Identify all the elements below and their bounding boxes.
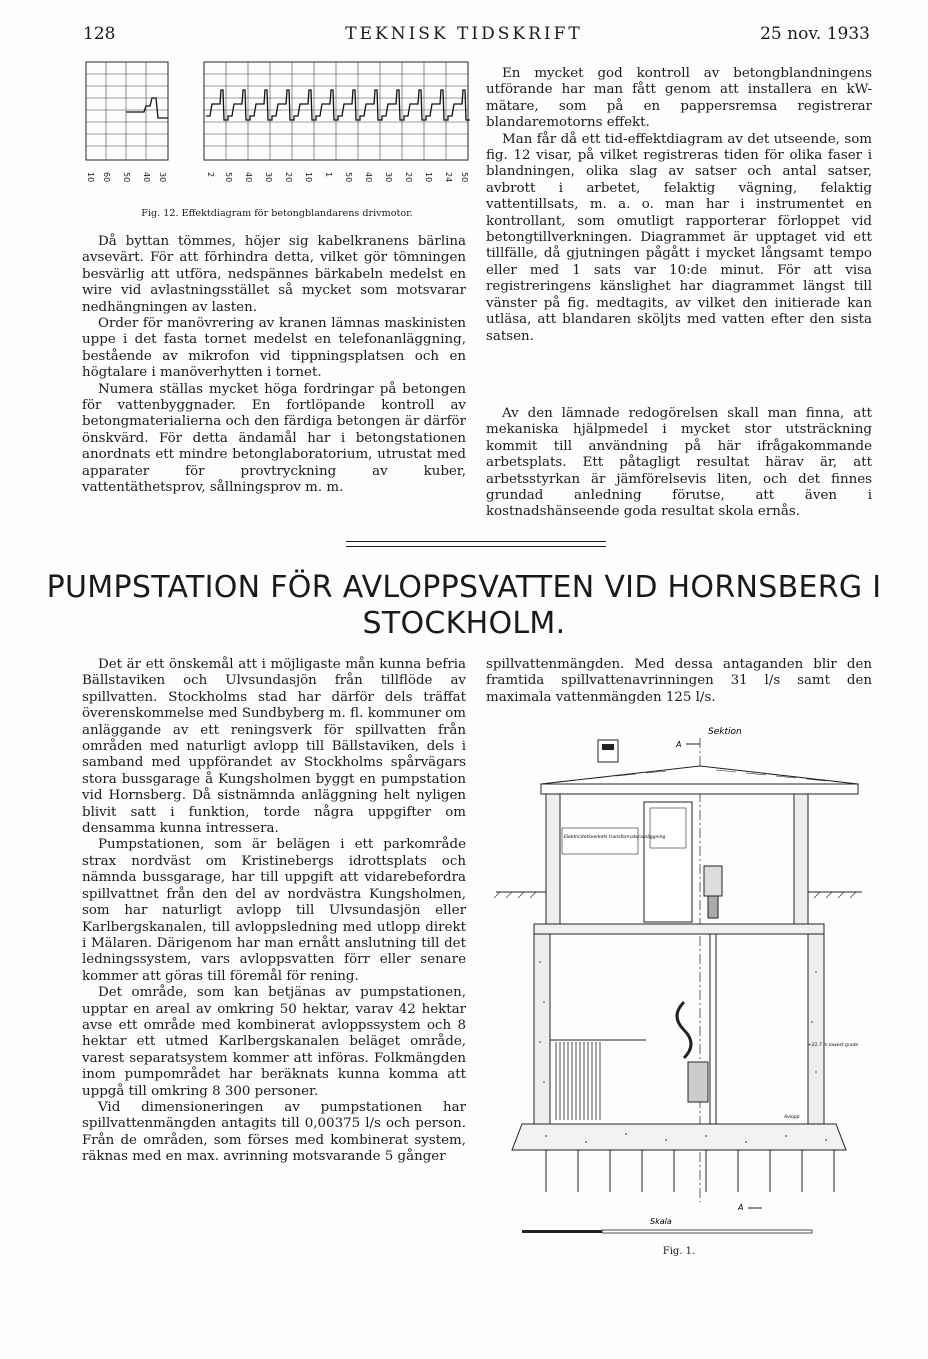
- axis-tick-label: 1: [324, 172, 333, 178]
- closing-paragraph-block: [486, 406, 872, 521]
- outlet-label: Avlopp: [784, 1115, 800, 1120]
- journal-title: TEKNISK TIDSKRIFT: [345, 24, 583, 44]
- water-level-label: +21,7 m lowest grade: [808, 1043, 859, 1048]
- scale-bar-solid: [522, 1230, 602, 1233]
- transformer-room-label: Elektricitetsverkets transformatoranläggning: [564, 835, 666, 840]
- axis-tick-label: 10: [424, 172, 433, 183]
- top-right-column: [486, 66, 872, 345]
- issue-date: 25 nov. 1933: [760, 24, 870, 44]
- axis-tick-label: 50: [460, 172, 469, 183]
- axis-tick-label: 30: [158, 172, 167, 183]
- section-mark-top: A: [676, 740, 682, 749]
- scale-bar-open: [602, 1230, 812, 1233]
- axis-tick-label: 40: [244, 172, 253, 183]
- scale-label: Skala: [650, 1217, 672, 1226]
- effect-diagram: [84, 60, 470, 200]
- fig12-caption: Fig. 12. Effektdiagram för betongblandarens drivmotor.: [141, 208, 413, 219]
- axis-tick-label: 50: [122, 172, 131, 183]
- paragraph: Vid dimensioneringen av pumpstationen har spillvattenmängden antagits till 0,00375 l/s och person. Från de områden, som förses med kombinerat system, räknas med en max. avrinning motsvarande 5 gånger: [82, 1099, 466, 1165]
- paragraph: Det är ett önskemål att i möjligaste mån kunna befria Bällstaviken och Ulvsundasjön från tillflöde av spillvatten. Stockholms stad har därför dels träffat överenskommelse med Sundbyberg m. fl. kommuner om anläggande av ett reningsverk för spillvatten från områden med naturligt avlopp till Bällstaviken, dels i samband med uppförandet av Stockholms spårvägars stora bussgarage å Kungsholmen byggt en pumpstation vid Hornsberg. Då sistnämnda anläggning helt nyligen blivit satt i funktion, torde några uppgifter om densamma kunna intressera.: [82, 657, 466, 837]
- axis-tick-label: 40: [364, 172, 373, 183]
- axis-tick-label: 10: [86, 172, 95, 183]
- article-left-column: [82, 657, 466, 1166]
- axis-tick-label: 30: [384, 172, 393, 183]
- article-title: PUMPSTATION FÖR AVLOPPSVATTEN VID HORNSBERG I STOCKHOLM.: [46, 570, 882, 641]
- paragraph: spillvattenmängden. Med dessa antaganden blir den framtida spillvattenavrinningen 31 l/s samt den maximala vattenmängden 125 l/s.: [486, 657, 872, 705]
- page-number: 128: [83, 24, 116, 44]
- fig1-caption: Fig. 1.: [662, 1246, 696, 1257]
- paragraph: Det område, som kan betjänas av pumpstationen, upptar en areal av omkring 50 hektar, varav 42 hektar avse ett område med kombinerat avloppssystem och 8 hektar ett utmed Karlbergskanalen beläget område, varest separatsystem kommer att införas. Folkmängden inom pumpområdet har beräknats kunna komma att uppgå till omkring 8 300 personer.: [82, 985, 466, 1099]
- axis-tick-label: 40: [142, 172, 151, 183]
- axis-tick-label: 50: [224, 172, 233, 183]
- axis-tick-label: 60: [102, 172, 111, 183]
- section-mark-bottom: A: [738, 1203, 744, 1212]
- axis-tick-label: 20: [404, 172, 413, 183]
- pumpstation-section-drawing: [486, 722, 872, 1242]
- paragraph: Man får då ett tid-effektdiagram av det utseende, som fig. 12 visar, på vilket registreras tiden för olika faser i blandningen, olika slag av satser och antal satser, avbrott i arbetet, felaktig vägning, felaktig vattentillsats, m. a. o. man har i instrumentet en kontrollant, som omutligt rapporterar förloppet vid betongtillverkningen. Diagrammet är upptaget vid ett tillfälle, då gjutningen pågått i mycket långsamt tempo eller med 1 sats var 10:de minut. För att visa registreringens känslighet har diagrammet längst till vänster på fig. medtagits, av vilket den initierade kan utläsa, att blandaren sköljts med vatten efter den sista satsen.: [486, 131, 872, 344]
- axis-tick-label: 10: [304, 172, 313, 183]
- closing-paragraph: Av den lämnade redogörelsen skall man finna, att mekaniska hjälpmedel i mycket stor utsträckning kommit till användning på här ifrågakommande arbetsplats. Ett påtagligt resultat härav är, att arbetsstyrkan är jämförelsevis liten, och det finnes grundad anledning förutse, att även i kostnadshänseende goda resultat skola ernås.: [486, 406, 872, 520]
- top-left-column: [82, 234, 466, 497]
- axis-tick-label: 24: [444, 172, 453, 183]
- section-label: Sektion: [708, 727, 742, 737]
- article-right-column: [486, 657, 872, 706]
- axis-tick-label: 20: [284, 172, 293, 183]
- axis-tick-label: 30: [264, 172, 273, 183]
- axis-tick-label: 50: [344, 172, 353, 183]
- paragraph: Då byttan tömmes, höjer sig kabelkranens bärlina avsevärt. För att förhindra detta, vilket gör tömningen besvärlig att utföra, nedspännes bärkabeln medelst en wire vid avlastningsstället så mycket som motsvarar nedhängningen av lasten.: [82, 234, 466, 315]
- paragraph: En mycket god kontroll av betongblandningens utförande har man fått genom att installera en kW-mätare, som på en pappersremsa registrerar blandaremotorns effekt.: [486, 66, 872, 131]
- paragraph: Pumpstationen, som är belägen i ett parkområde strax nordväst om Kristinebergs idrottsplats och nämnda bussgarage, har till uppgift att vidarebefordra spillvattnet från den del av nordvästra Kungsholmen, som har naturligt avlopp till Ulvsundasjön eller Karlbergskanalen, till avloppsledning med utlopp direkt i Mälaren. Därigenom har man ernått anslutning till det ledningssystem, vars avloppsvatten förr eller senare kommer att göras till föremål för rening.: [82, 837, 466, 984]
- axis-tick-label: 2: [206, 172, 215, 178]
- section-separator: [346, 541, 606, 547]
- paragraph: Order för manövrering av kranen lämnas maskinisten uppe i det fasta tornet medelst en telefonanläggning, bestående av mikrofon vid tippningsplatsen och en högtalare i manöverhytten i tornet.: [82, 316, 466, 381]
- paragraph: Numera ställas mycket höga fordringar på betongen för vattenbyggnader. En fortlöpande kontroll av betongmaterialierna och den färdiga betongen är därför önskvärd. För detta ändamål har i betongstationen anordnats ett mindre betonglaboratorium, utrustat med apparater för provtryckning av kuber, vattentäthetsprov, sållningsprov m. m.: [82, 381, 466, 496]
- ventilation-box: [598, 740, 618, 762]
